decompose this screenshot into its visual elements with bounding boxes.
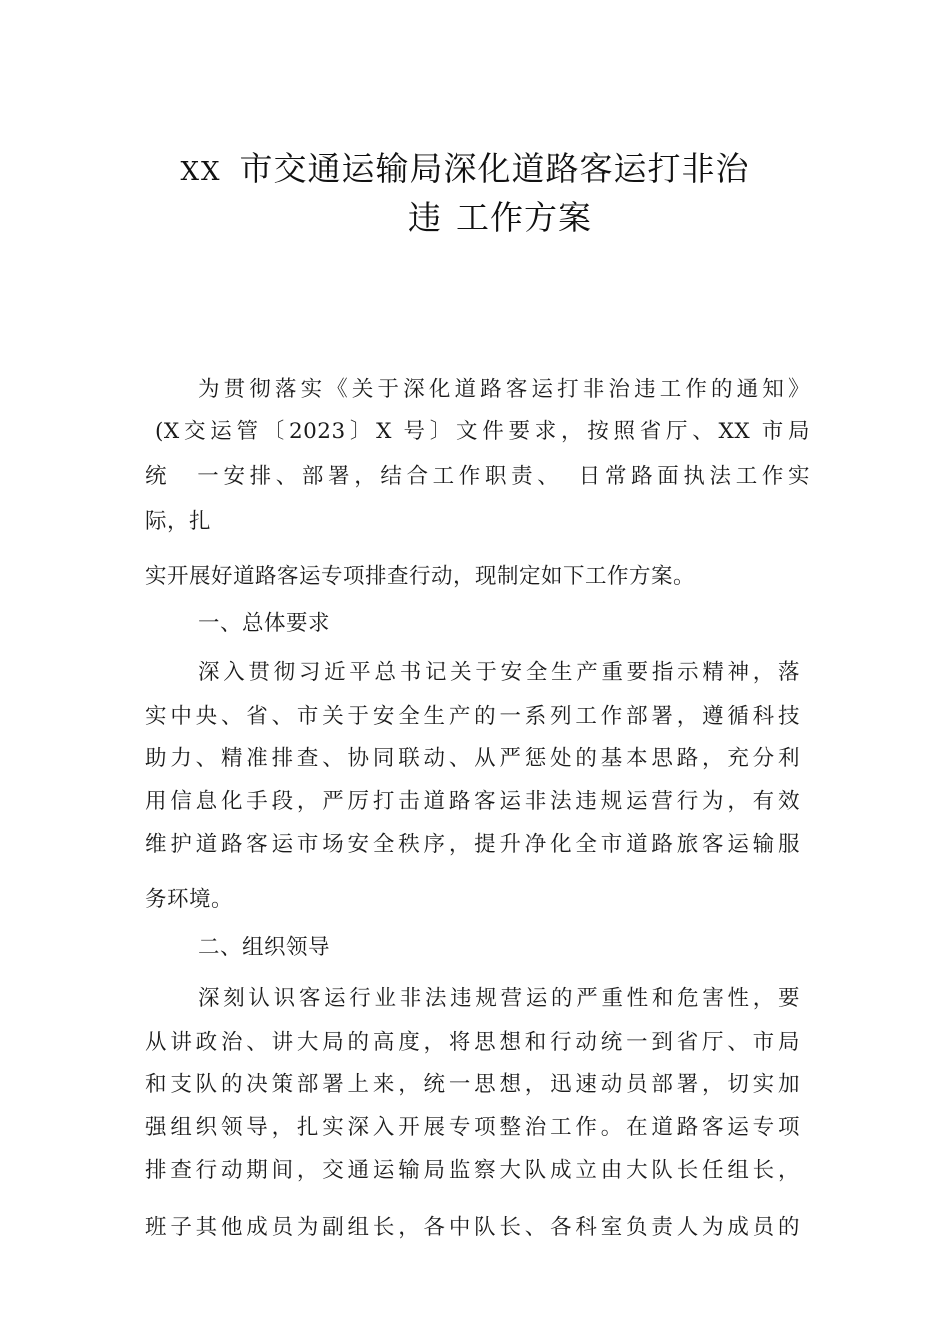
document-title-line-2 [25, 192, 950, 239]
paragraph-line: 实开展好道路客运专项排查行动，现制定如下工作方案。 [145, 564, 696, 589]
paragraph-line: 班子其他成员为副组长，各中队长、各科室负责人为成员的 [145, 1215, 800, 1240]
paragraph-line: 强组织领导，扎实深入开展专项整治工作。在道路客运专项 [145, 1115, 800, 1140]
paragraph-line: 从讲政治、讲大局的高度，将思想和行动统一到省厅、市局 [145, 1030, 800, 1055]
paragraph-line: 际，扎 [145, 509, 212, 534]
paragraph-line: 排查行动期间，交通运输局监察大队成立由大队长任组长， [145, 1158, 800, 1183]
paragraph-line: 助力、精准排查、协同联动、从严惩处的基本思路，充分利 [145, 746, 800, 771]
paragraph-line: 维护道路客运市场安全秩序，提升净化全市道路旅客运输服 [145, 832, 800, 857]
paragraph-line: 和支队的决策部署上来，统一思想，迅速动员部署，切实加 [145, 1072, 800, 1097]
document-title-line-1 [0, 143, 940, 190]
paragraph-line: 实中央、省、市关于安全生产的一系列工作部署，遵循科技 [145, 704, 800, 729]
section-heading: 一、总体要求 [198, 611, 331, 636]
paragraph-line: 为贯彻落实《关于深化道路客运打非治违工作的通知》 [198, 377, 810, 402]
paragraph-line: (X交运管〔2023〕X 号〕文件要求，按照省厅、XX 市局 [155, 419, 810, 444]
title-line-2-part-a: 违 [408, 198, 442, 237]
paragraph-line: 深刻认识客运行业非法违规营运的严重性和危害性，要 [198, 986, 800, 1011]
paragraph-line: 用信息化手段，严厉打击道路客运非法违规运营行为，有效 [145, 789, 800, 814]
paragraph-line: 深入贯彻习近平总书记关于安全生产重要指示精神，落 [198, 660, 800, 685]
title-line-2-part-b: 工作方案 [456, 198, 592, 237]
title-line-1-text: 市交通运输局深化道路客运打非治 [239, 149, 750, 188]
paragraph-line: 统 一安排、部署，结合工作职责、 日常路面执法工作实 [145, 464, 810, 489]
section-heading: 二、组织领导 [198, 935, 331, 960]
paragraph-line: 务环境。 [145, 887, 234, 912]
title-prefix: XX [180, 157, 222, 187]
